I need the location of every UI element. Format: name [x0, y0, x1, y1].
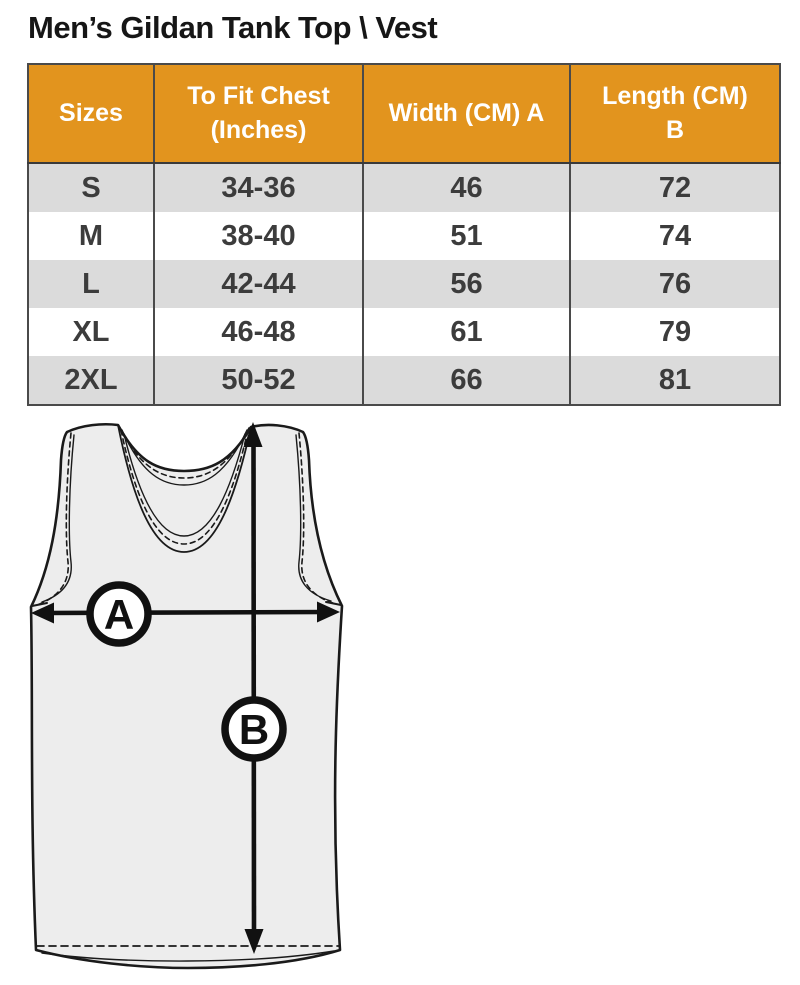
table-row	[28, 260, 780, 308]
header-chest-label: To Fit Chest	[187, 81, 330, 110]
table-row	[28, 356, 780, 405]
cell-size: M	[28, 212, 154, 260]
header-sizes-label: Sizes	[59, 98, 123, 127]
cell-chest: 46-48	[154, 308, 363, 356]
header-length-label: Length (CM)	[602, 81, 748, 110]
length-label: B	[238, 706, 270, 753]
table-row	[28, 163, 780, 212]
header-chest-units: (Inches)	[210, 115, 307, 144]
cell-chest: 38-40	[154, 212, 363, 260]
header-sizes	[28, 64, 154, 163]
width-label-badge	[90, 585, 148, 643]
width-label: A	[103, 591, 135, 638]
size-chart-table	[27, 63, 781, 406]
page-title: Men’s Gildan Tank Top \ Vest	[28, 10, 438, 45]
cell-size: S	[28, 163, 154, 212]
cell-width: 46	[363, 163, 570, 212]
cell-chest: 50-52	[154, 356, 363, 405]
cell-width: 66	[363, 356, 570, 405]
cell-width: 61	[363, 308, 570, 356]
header-width-label: Width (CM) A	[388, 98, 545, 127]
cell-length: 81	[570, 356, 780, 405]
cell-length: 72	[570, 163, 780, 212]
cell-width: 56	[363, 260, 570, 308]
cell-size: L	[28, 260, 154, 308]
header-length-letter: B	[665, 115, 685, 144]
table-row	[28, 212, 780, 260]
header-length	[570, 64, 780, 163]
tank-top-measurement-diagram	[0, 410, 400, 985]
table-header-row	[28, 64, 780, 163]
cell-length: 76	[570, 260, 780, 308]
cell-chest: 34-36	[154, 163, 363, 212]
cell-chest: 42-44	[154, 260, 363, 308]
length-label-badge	[225, 700, 283, 758]
header-width	[363, 64, 570, 163]
cell-size: XL	[28, 308, 154, 356]
vest-outline	[31, 424, 342, 968]
cell-size: 2XL	[28, 356, 154, 405]
header-chest	[154, 64, 363, 163]
table-row	[28, 308, 780, 356]
cell-length: 79	[570, 308, 780, 356]
cell-width: 51	[363, 212, 570, 260]
cell-length: 74	[570, 212, 780, 260]
